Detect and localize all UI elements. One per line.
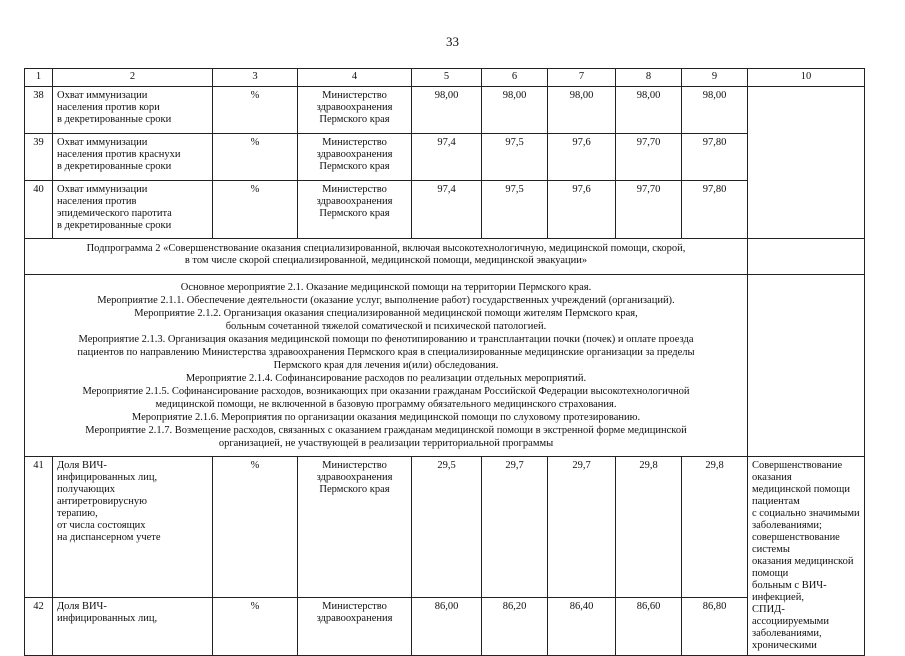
value-cell: 97,4 <box>412 181 482 239</box>
indicator-line: от числа состоящих <box>57 520 146 531</box>
org-cell <box>298 457 412 598</box>
unit-cell: % <box>213 87 298 134</box>
row-number: 41 <box>25 457 53 598</box>
value-cell: 86,80 <box>682 598 748 656</box>
header-cell: 10 <box>748 69 865 87</box>
indicator-line: Доля ВИЧ- <box>57 460 107 471</box>
org-line: Пермского края <box>319 161 390 172</box>
indicator-name <box>53 457 213 598</box>
note-line: Совершенствование оказания <box>752 460 843 483</box>
event-line: Мероприятие 2.1.5. Софинансирование расходов, возникающих при оказании гражданам Российской Федерации высокотехнологичной <box>82 386 690 397</box>
value-cell: 97,6 <box>548 134 616 181</box>
event-line: пациентов по направлению Министерства здравоохранения Пермского края в специализированные медицинские организации за пределы <box>77 347 695 358</box>
header-cell: 8 <box>616 69 682 87</box>
event-line: Мероприятие 2.1.4. Софинансирование расходов по реализации отдельных мероприятий. <box>185 373 587 384</box>
value-cell: 86,00 <box>412 598 482 656</box>
value-cell: 86,20 <box>482 598 548 656</box>
event-line: Мероприятие 2.1.7. Возмещение расходов, связанных с оказанием гражданам медицинской помощи в экстренной форме медицинской <box>85 425 687 436</box>
value-cell: 86,60 <box>616 598 682 656</box>
value-cell: 98,00 <box>412 87 482 134</box>
org-line: здравоохранения <box>316 613 393 625</box>
value-cell: 97,6 <box>548 181 616 239</box>
indicator-line: инфицированных лиц, <box>57 613 158 625</box>
note-line: заболеваниями, хроническими <box>752 628 822 651</box>
value-cell: 29,7 <box>482 457 548 598</box>
org-line: Министерство <box>322 601 387 613</box>
header-cell: 5 <box>412 69 482 87</box>
note-cell <box>748 275 865 457</box>
org-line: здравоохранения <box>316 196 393 207</box>
indicator-line: на диспансерном учете <box>57 532 161 543</box>
org-line: здравоохранения <box>316 472 393 483</box>
event-line: Пермского края для лечения и(или) обследования. <box>273 360 499 371</box>
header-cell: 9 <box>682 69 748 87</box>
note-line: СПИД-ассоциируемыми <box>752 604 829 627</box>
subprogram-row <box>25 239 865 275</box>
table-row <box>25 598 865 656</box>
note-line: с социально значимыми <box>752 508 860 519</box>
org-line: Министерство <box>322 90 387 101</box>
indicator-line: получающих <box>57 484 115 495</box>
table-row <box>25 181 865 239</box>
indicator-line: Доля ВИЧ- <box>57 601 107 613</box>
value-cell: 97,70 <box>616 181 682 239</box>
event-line: Мероприятие 2.1.2. Организация оказания специализированной медицинской помощи жителям Пермского края, <box>134 308 638 319</box>
value-cell: 97,70 <box>616 134 682 181</box>
header-cell: 6 <box>482 69 548 87</box>
subprogram-line: Подпрограмма 2 «Совершенствование оказания специализированной, включая высокотехнологичную, медицинской помощи, скорой, <box>86 243 686 254</box>
indicator-line: терапию, <box>57 508 98 519</box>
indicator-line: инфицированных лиц, <box>57 472 158 483</box>
subprogram-line: в том числе скорой специализированной, медицинской помощи, медицинской эвакуации» <box>184 255 588 266</box>
value-cell: 98,00 <box>548 87 616 134</box>
indicator-line: в декретированные сроки <box>57 220 172 231</box>
events-row <box>25 275 865 457</box>
event-line: организацией, не участвующей в реализации территориальной программы <box>218 438 554 449</box>
org-cell <box>298 181 412 239</box>
row-number: 39 <box>25 134 53 181</box>
value-cell: 29,7 <box>548 457 616 598</box>
note-line: заболеваниями; <box>752 520 822 531</box>
org-cell <box>298 87 412 134</box>
value-cell: 98,00 <box>482 87 548 134</box>
event-line: Мероприятие 2.1.6. Мероприятия по организации оказания медицинской помощи по слуховому протезированию. <box>131 412 641 423</box>
table-row <box>25 134 865 181</box>
header-row <box>25 69 865 87</box>
org-line: здравоохранения <box>316 149 393 160</box>
indicator-name <box>53 87 213 134</box>
note-line: оказания медицинской помощи <box>752 556 854 579</box>
indicator-line: антиретровирусную <box>57 496 147 507</box>
note-line: медицинской помощи пациентам <box>752 484 850 507</box>
value-cell: 98,00 <box>616 87 682 134</box>
indicator-line: в декретированные сроки <box>57 114 172 125</box>
indicator-line: населения против краснухи <box>57 149 181 160</box>
note-cell <box>748 239 865 275</box>
indicators-table <box>24 68 865 656</box>
indicator-line: Охват иммунизации <box>57 90 148 101</box>
header-cell: 1 <box>25 69 53 87</box>
org-line: Министерство <box>322 460 387 471</box>
subprogram-title <box>25 239 748 275</box>
org-line: Министерство <box>322 184 387 195</box>
org-line: Пермского края <box>319 114 390 125</box>
row-number: 40 <box>25 181 53 239</box>
header-cell: 2 <box>53 69 213 87</box>
org-line: Министерство <box>322 137 387 148</box>
value-cell: 98,00 <box>682 87 748 134</box>
note-cell <box>748 87 865 239</box>
header-cell: 7 <box>548 69 616 87</box>
row-number: 38 <box>25 87 53 134</box>
note-line: совершенствование системы <box>752 532 840 555</box>
event-line: Мероприятие 2.1.1. Обеспечение деятельности (оказание услуг, выполнение работ) государственных учреждений (организаций). <box>97 295 675 306</box>
indicator-name <box>53 134 213 181</box>
value-cell: 97,80 <box>682 134 748 181</box>
value-cell: 97,4 <box>412 134 482 181</box>
header-cell: 4 <box>298 69 412 87</box>
indicator-line: населения против <box>57 196 137 207</box>
unit-cell: % <box>213 181 298 239</box>
value-cell: 29,8 <box>682 457 748 598</box>
event-line: Мероприятие 2.1.3. Организация оказания медицинской помощи по фенотипированию и трансплантации почки (почек) и оплате проезда <box>78 334 694 345</box>
event-line: больным сочетанной тяжелой соматической и психической патологией. <box>225 321 547 332</box>
indicator-line: Охват иммунизации <box>57 184 148 195</box>
org-cell <box>298 598 412 656</box>
note-line: больным с ВИЧ-инфекцией, <box>752 580 827 603</box>
indicator-line: эпидемического паротита <box>57 208 172 219</box>
row-number: 42 <box>25 598 53 656</box>
event-line: Основное мероприятие 2.1. Оказание медицинской помощи на территории Пермского края. <box>180 282 592 293</box>
indicator-name <box>53 181 213 239</box>
page-number: 33 <box>446 34 459 49</box>
unit-cell: % <box>213 457 298 598</box>
note-cell <box>748 457 865 656</box>
org-line: здравоохранения <box>316 102 393 113</box>
org-line: Пермского края <box>319 484 390 495</box>
value-cell: 29,5 <box>412 457 482 598</box>
unit-cell: % <box>213 134 298 181</box>
table-row <box>25 457 865 598</box>
header-cell: 3 <box>213 69 298 87</box>
indicator-line: в декретированные сроки <box>57 161 172 172</box>
org-cell <box>298 134 412 181</box>
indicator-line: населения против кори <box>57 102 160 113</box>
org-line: Пермского края <box>319 208 390 219</box>
indicator-name <box>53 598 213 656</box>
table-row <box>25 87 865 134</box>
value-cell: 97,80 <box>682 181 748 239</box>
value-cell: 86,40 <box>548 598 616 656</box>
indicator-line: Охват иммунизации <box>57 137 148 148</box>
unit-cell: % <box>213 598 298 656</box>
events-cell <box>25 275 748 457</box>
value-cell: 97,5 <box>482 181 548 239</box>
event-line: медицинской помощи, не включенной в базовую программу обязательного медицинского страхования. <box>155 399 617 410</box>
value-cell: 29,8 <box>616 457 682 598</box>
value-cell: 97,5 <box>482 134 548 181</box>
